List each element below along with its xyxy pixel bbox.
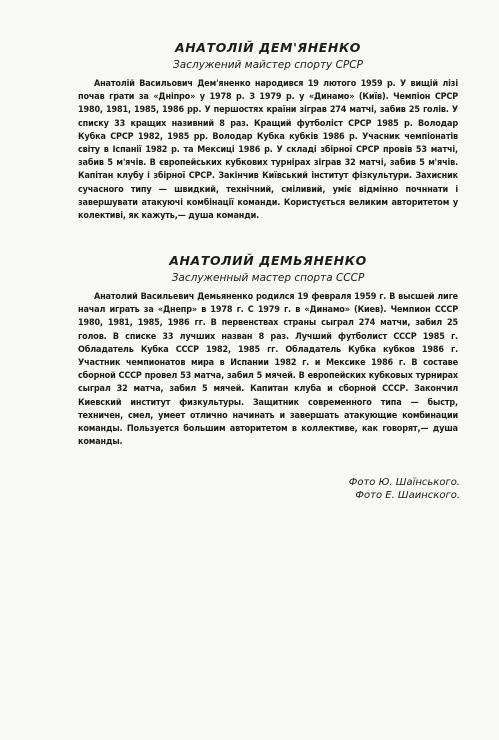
photo-credit-ukrainian: Фото Ю. Шаїнського. — [348, 477, 460, 488]
russian-section — [78, 253, 458, 449]
photo-credits — [290, 476, 460, 502]
ukrainian-biography: Анатолій Васильович Дем'яненко народився 19 лютого 1959 р. У вищій лізі почав грати за «Дніпро» у 1978 р. З 1979 р. у «Динамо» (Київ). Чемпіон СРСР 1980, 1981, 1985, 1986 рр. У першостях країни зіграв 274 матчі, забив 25 голів. У списку 33 кращих називний 8 раз. Кращий футболіст СРСР 1985 р. Володар Кубка СРСР 1982, 1985 рр. Володар Кубка кубків 1986 р. Учасник чемпіонатів світу в Іспанії 1982 р. та Мексиці 1986 р. У складі збірної СРСР провів 53 матчі, забив 5 м'ячів. В європейських кубкових турнірах зіграв 32 матчі, забив 5 м'ячів. Капітан клубу і збірної СРСР. Закінчив Київський інститут фізкультури. Захисник сучасного типу — швидкий, технічний, сміливий, уміє відмінно почннати і завершувати атакуючі комбінації команди. Користується великим авторитетом у колективі, як кажуть,— душа команди. — [78, 79, 458, 222]
photo-credit-russian: Фото Е. Шаинского. — [355, 490, 460, 501]
ukrainian-section — [78, 40, 458, 223]
russian-title: Заслуженный мастер спорта СССР — [171, 272, 365, 284]
russian-biography: Анатолий Васильевич Демьяненко родился 19 февраля 1959 г. В высшей лиге начал играть за «Днепр» в 1978 г. С 1979 г. в «Динамо» (Киев). Чемпион СССР 1980, 1981, 1985, 1986 гг. В первенствах страны сыграл 274 матчи, забил 25 голов. В списке 33 лучших назван 8 раз. Лучший футболист СССР 1985 г. Обладатель Кубка СССР 1982, 1985 гг. Обладатель Кубка кубков 1986 г. Участник чемпионатов мира в Испании 1982 г. и Мексике 1986 г. В составе сборной СССР провел 53 матча, забил 5 мячей. В европейских кубковых турнирах сыграл 32 матча, забил 5 мячей. Капитан клуба и сборной СССР. Закончил Киевский институт физкультуры. Защитник современного типа — быстр, техничен, смел, умеет отлично начинать и завершать атакующие комбинации команды. Пользуется большим авторитетом в коллективе, как говорят,— душа команды. — [78, 292, 458, 448]
ukrainian-title: Заслужений майстер спорту СРСР — [173, 59, 363, 71]
ukrainian-name-heading: АНАТОЛІЙ ДЕМ'ЯНЕНКО — [174, 40, 362, 55]
russian-name-heading: АНАТОЛИЙ ДЕМЬЯНЕНКО — [169, 253, 367, 268]
